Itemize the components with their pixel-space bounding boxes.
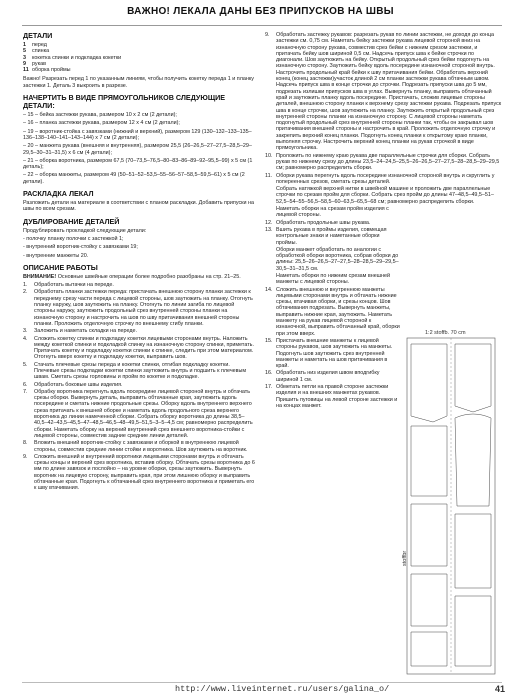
step-item: 10. Проложить по нижнему краю рукава две параллельные строчки для сборки. Собрать рукав по нижнему срезу до длины 23,5–24–24,5–25,5–26–26,5–27–27,5–28–28,5–29–29,5 см; равномерно распределить сборки. [265, 152, 500, 172]
rect-item: – 19 – воротник-стойка с завязками (нижний и верхний), размером 129 (130–132–133–135–136–138–140–141–143–144) х 7 см (2 детали); [23, 128, 252, 141]
dup-item: - полочку планку полочки с застежкой 1; [23, 235, 124, 242]
step-item: 2. Обработать планки застежки переда: пристачать внешнюю сторону планки застежки к переднему срезу части переда с лицевой стороны, шов заутюжить на планку. Отогнуть планку наружу, шов заутюжить на планку. Отогнуть по линии загиба по лицевой стороны наружу, заутюжить продольный срез внутренней стороны планки на изнаночную сторону и настрочить на шов по шву притачивания внешней стороны планки. Проложить отделочную строчку по внешнему сгибу планки. [23, 289, 253, 327]
details-item: 11 оборка проймы [23, 67, 71, 74]
page-header: ВАЖНО! ЛЕКАЛА ДАНЫ БЕЗ ПРИПУСКОВ НА ШВЫ [127, 6, 394, 17]
details-list [23, 42, 256, 73]
layout-plan-diagram [403, 326, 499, 678]
details-item: 3 кокетка спинки и подкладка кокетки [23, 54, 122, 61]
details-item: 9 рукав [23, 60, 46, 67]
dup-item: - внутренние манжеты 20. [23, 252, 89, 259]
pattern-piece-yoke [411, 426, 447, 496]
step-item: 9. Обработать застежку рукавов: разрезать рукав по линии застежки, не доходя до конца застежки см. 0,75 см. Наметать бейку застежки рукава лицевой стороной вниз на изнаночную сторону рукава, совместив срез бейки с нижним срезом застежки, и притачать бейку шов шириной 0,5 см. Надсечь припуск шва к бейке строчки по диагонали. Шов заутюжить на бейку. Открытый продольный срез бейки подогнуть на изнаночную сторону. Заутюжить бейку вдоль посередине изнаночной стороной внутрь. Настрочить продольный край бейки к шву притачивания бейки. Обработать верхний конец (конец застежки)участок длиной 2 см планки застежки рукава обтачным швом. Надсечь припуск шва в конце строчки до строчки. Подрезать припуски шва до 5 мм, подрезать излишки припусков шва в углах. Вывернуть планку, выправить обтачанный край и заутюжить планку вдоль посередине. Пристачать, сложив лицевые стороны деталей, внешнюю сторону планки к верхнему срезу застежки рукава. Подрезать припуск шва в конце строчки, шов заутюжить на планку. Заутюжить открытый продольный срез внутренней стороны планки на изнаночную сторону. С лицевой стороны наметать подогнутый продольный срез внутренней стороны планки так, чтобы он закрывал шов притачивания внешней стороны и настрочить в край. Проложить отделочную строчку и закрепить верхний конец планки. Подогнуть конец планки к открытому краю планки, выполняя строчку. Настрочить верхний конец планки на рукав строчкой в виде прямоугольника. [265, 32, 502, 152]
step-item: 13. Вшить рукава в проймы изделия, совмещая контрольные знаки и наметанные оборки проймы. [265, 226, 387, 246]
step-item: 12. Обработать продольные швы рукава. [265, 219, 371, 226]
layout-heading: РАСКЛАДКА ЛЕКАЛ [23, 189, 94, 199]
important-note: Важно! Разрезать перед 1 по указанным линиям, чтобы получить кокетку переда 1 и планку застежки 1. Деталь 3 выкроить в разрезе. [23, 76, 254, 89]
step-item: 9. Сложить внешний и внутренний воротники лицевыми сторонами внутрь и обтачать срезы концы и верхний срез воротника, вставив оборку. Обтачать срезы воротника до 6 мм по длине завязок и послойно – на уровне оборки, срезы заутюжить. Вывернуть воротник на лицевую сторону, выправить края, при этом лишнюю оборку и выправить обтачанные края. Подогнуть к обтачанный срез внутреннего воротника и приметать его к шву втачивания. [23, 453, 255, 492]
pattern-piece-sleeve-2 [455, 596, 491, 666]
details-item: 1 перед [23, 42, 47, 48]
details-heading: ДЕТАЛИ [23, 31, 53, 40]
step-item: Собрать натяжкой верхней нитки в швейной машине и проложить две параллельные строчки по срезам пройм для сборки. Собрать срез пройм до длины 47–48,5–49,5–51–52,5–54–55–56,5–58,5–60–63,5–65,5–68 см; равномерно распределить сборки. [276, 186, 494, 205]
step-item: 15. Пристачать внешние манжеты к лицевой стороны рукавов, шов заутюжить на манжеты. Подогнуть шов заутюжить срез внутренней манжеты и наметать на шов притачивания в край. [265, 337, 393, 370]
pattern-piece-band [411, 632, 447, 666]
step-item: 7. Обрабку воротника перегнуть вдоль посередине лицевой стороной внутрь и обтачать срезы оборки. Вывернуть деталь, выправить обтачанные края, заутюжить вдоль посередине и сметать нижние продольные срезы. Оборку вдоль внутреннего верхнего среза притачать к внешней оборке и наметать вдоль продольного среза верхнего воротника до линии намеченной сборки. Собрать оборку воротника до длины 38,5–40,5–42–43,5–45,5–47–48,5–46,5–48–49,5–51,5–3–5–4,5 см; равномерно распределить сборки. Наметать оборку на верхний внутренний срез внешнего воротника-стойки с лицевой стороны, совместив задние средние линии деталей. [23, 388, 253, 439]
layout-text: Разложить детали на материале в соответствии с планом раскладки. Добавить припуски на швы по всем срезам. [23, 200, 255, 213]
step-item: 14. Сложить внешнюю и внутреннюю манжеты лицевыми сторонами внутрь и обтачать нижние срезы, втачивая оборки, и срезы концов. Шов обтачивания подрезать. Вывернуть манжеты, выправить нижние края, заутюжить. Наметать манжету на рукав лицевой стороной к изнаночной, выправить обтачанный край, оборки при этом вверх. [265, 286, 400, 337]
rect-item: – 22 – оборка манжеты, размером 49 (50–51–52–53,5–55–56–57–58,5–59,5–61) х 5 см (2 детали). [23, 172, 245, 185]
pattern-piece-back [455, 344, 491, 412]
pattern-piece-sleeve [455, 414, 491, 506]
step-item: 4. Сложить кокетку спинки и подкладку кокетки лицевыми сторонами внутрь. Наложить между кокеткой спинки и подкладкой спинку на изнаночную сторону спинки, приметать. Притачать кокетку и подкладку кокетки спинки к спинке, следить при этом материалом. Отогнуть вверх кокетку и подкладку кокетки, выправить шов. [23, 335, 254, 361]
step-item: 1. Обработать вытачки на переде. [23, 282, 114, 289]
rect-item: – 21 – оборка воротника, размером 67,5 (70–73,5–76,5–80–83–86–89–92–95,5–99) х 5 см (1 деталь); [23, 157, 253, 171]
rect-heading: НАЧЕРТИТЬ В ВИДЕ ПРЯМОУГОЛЬНИКОВ СЛЕДУЮЩИЕ ДЕТАЛИ: [23, 93, 226, 111]
page-number: 41 [494, 684, 505, 694]
work-heading: ОПИСАНИЕ РАБОТЫ [23, 262, 98, 272]
dup-heading: ДУБЛИРОВАНИЕ ДЕТАЛЕЙ [23, 216, 120, 226]
dup-item: - внутренний воротник-стойку с завязками 19; [23, 244, 138, 251]
left-column [23, 32, 256, 493]
rect-item: – 20 – манжета рукава (внешняя и внутренняя), размером 25,5 (26–26,5–27–27,5–28,5–29–29,5–30–31–31,5) х 6 см (4 детали); [23, 143, 252, 156]
step-item: 5. Стачать плечевые срезы переда и кокетки спинки, отгибая подкладку кокетки. Плечевые срезы подкладки кокетки спинки заутюжить внутрь и подшить к плечевым швам. Сметать срезы горловины и пройм по кокетке и подкладке. [23, 361, 247, 381]
step-item: 6. Обработать боковые швы изделия. [23, 381, 123, 388]
work-note: ВНИМАНИЕ! Основные швейные операции более подробно разобраны на стр. 21–25. [23, 273, 241, 280]
layout-scale-label: 1:2 stoffb. 70 cm [425, 330, 466, 336]
step-item: Наметать оборки на срезам пройм изделия с лицевой стороны. [276, 206, 389, 219]
step-item: 17. Обметать петли на правой стороне застежки изделия и на внешних манжетах рукавов. Пришить пуговицы на левой стороне застежки и на концах манжет. [265, 384, 398, 409]
footer-divider [22, 682, 502, 683]
pattern-piece-collar [455, 514, 491, 588]
details-item: 5 спинка [23, 48, 50, 55]
header-divider [22, 25, 502, 26]
step-item: Оборки манжет обработать по аналогии с обработкой оборки воротника, собрав оборки до длины: 25,5–26–26,5–27–27,5–28–28,5–29–29,5–30,5–31–31,5 см. [276, 246, 399, 272]
pattern-piece-front [411, 344, 447, 422]
pattern-piece-cuff [411, 574, 447, 626]
pattern-piece-frill [411, 504, 447, 566]
dup-intro: Продублировать прокладкой следующие детали: [23, 227, 147, 234]
step-item: 16. Обработать низ изделия швом вподгибку шириной 1 см. [265, 370, 380, 383]
rect-item: – 16 – планка застежки рукава, размером 12 х 4 см (2 детали); [23, 120, 180, 127]
footer-url[interactable]: http://www.liveinternet.ru/users/galina_o/ [175, 684, 390, 694]
step-item: Наметать оборки по нижним срезам внешней манжеты с лицевой стороны. [276, 272, 391, 286]
step-item: 3. Заложить и наметать складки на переде. [23, 328, 138, 335]
step-item: 8. Вложить внешний воротник-стойку с завязками и оборкой в внутреннюю лицевой стороны, совместив средние линии стойки и воротника. Шов заутюжить на воротник. [23, 440, 248, 453]
step-item: 11. Оборки рукава перегнуть вдоль посередине изнаночной стороной внутрь и скруглить у попереенных срезов, сметать срезы деталей. [265, 172, 495, 185]
selvage-label: stoffbr [402, 550, 408, 566]
rect-item: – 15 – бейка застежки рукава, размером 10 х 2 см (2 детали); [23, 112, 177, 119]
